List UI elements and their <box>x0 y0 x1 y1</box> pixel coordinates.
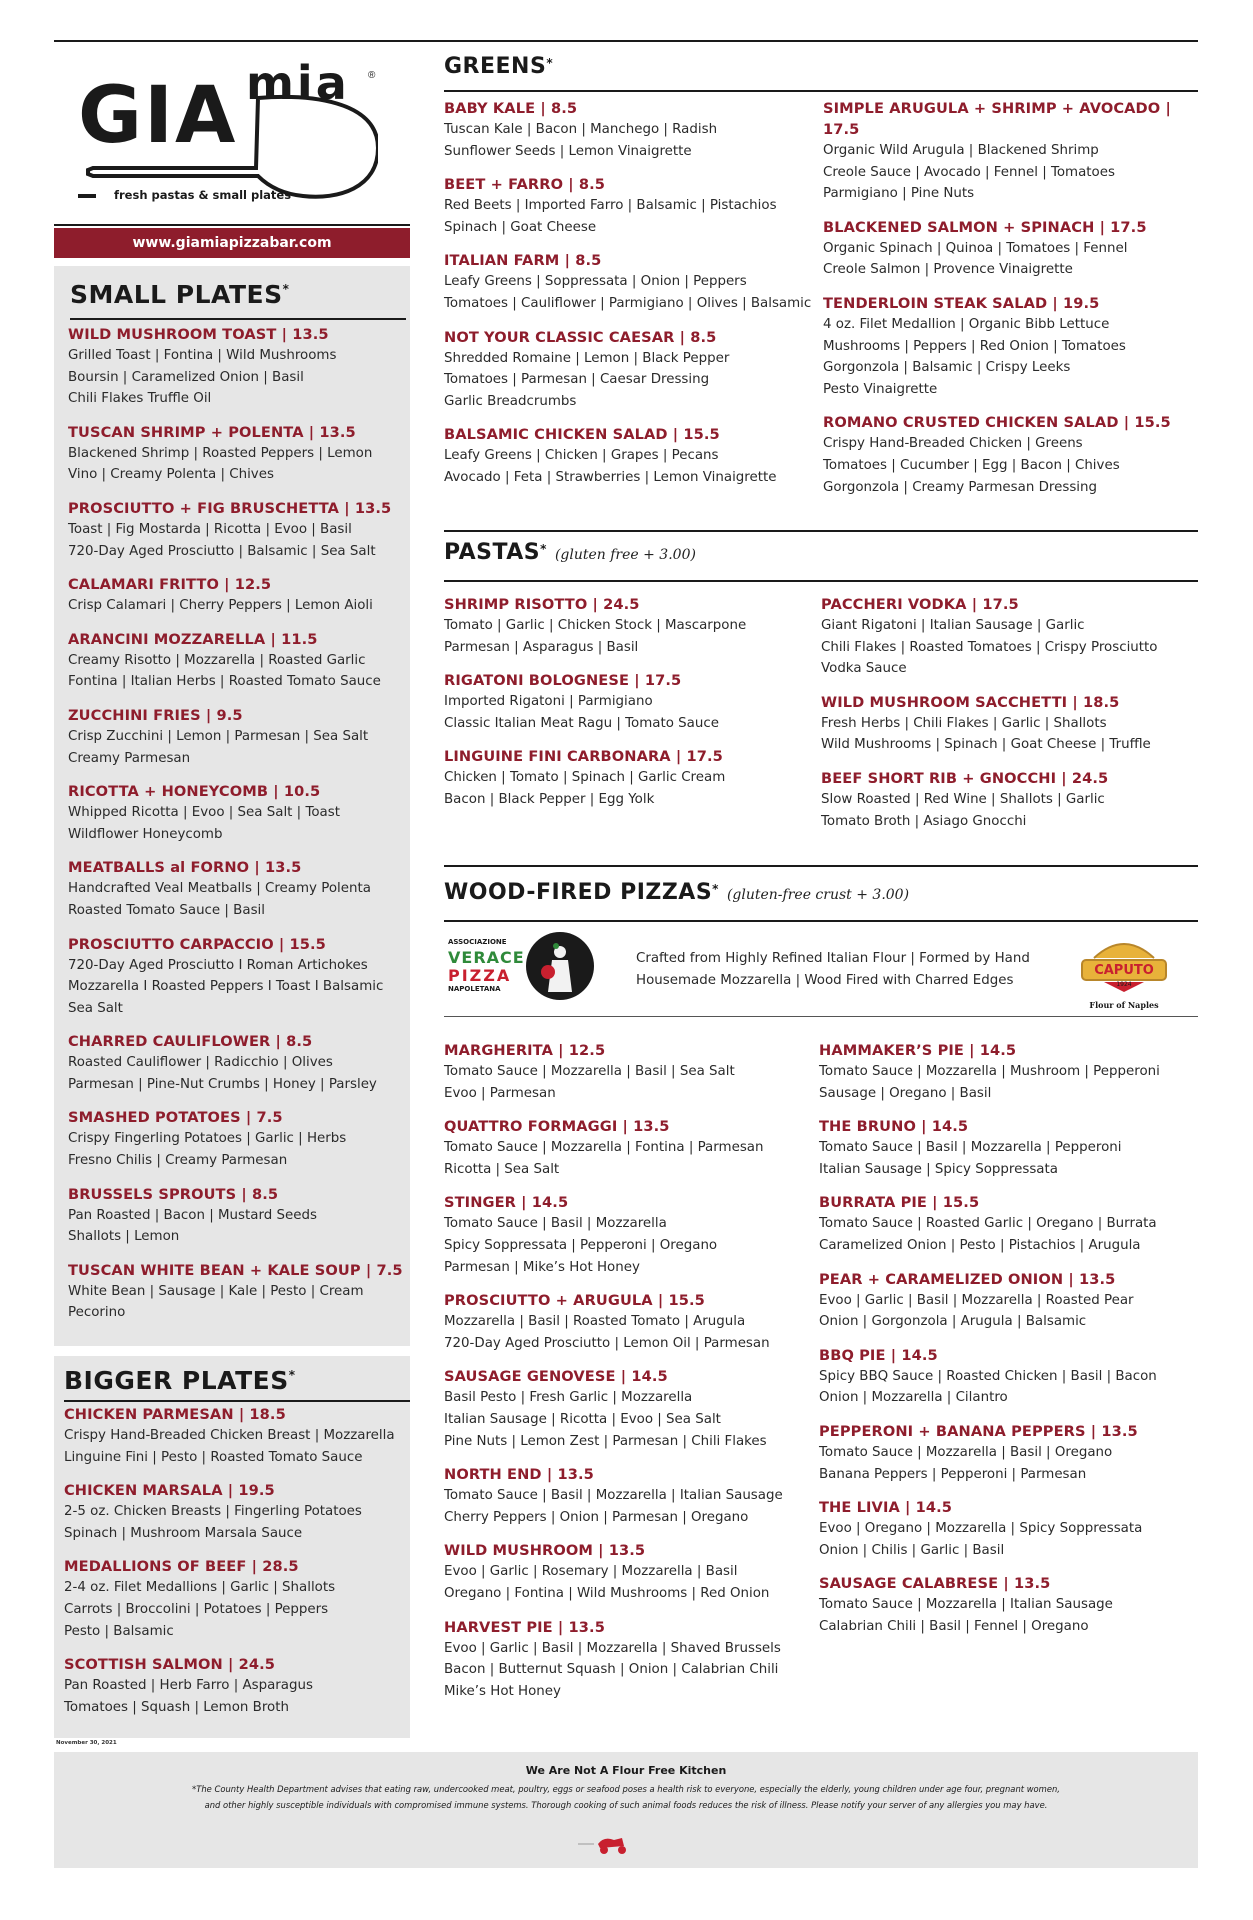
menu-item <box>444 746 824 810</box>
menu-item-description: Red Beets | Imported Farro | Balsamic | Pistachios <box>444 198 777 214</box>
menu-item-description: Crisp Calamari | Cherry Peppers | Lemon Aioli <box>68 598 373 614</box>
menu-item <box>68 705 408 769</box>
pastas-note: (gluten free + 3.00) <box>554 547 696 563</box>
menu-item-description: Sea Salt <box>68 1000 123 1016</box>
menu-item-description: Tomato Sauce | Basil | Mozzarella | Pepperoni <box>819 1140 1122 1156</box>
menu-item <box>64 1654 408 1718</box>
pizzas-left-list <box>444 1040 824 1714</box>
menu-item-description: Chili Flakes | Roasted Tomatoes | Crispy Prosciutto <box>821 639 1158 655</box>
menu-item-name: SHRIMP RISOTTO | 24.5 <box>444 596 640 613</box>
menu-item-description: Vodka Sauce <box>821 661 907 677</box>
footer-panel <box>54 1752 1198 1868</box>
menu-item-description: Italian Sausage | Ricotta | Evoo | Sea Salt <box>444 1411 721 1427</box>
menu-item <box>444 424 824 488</box>
menu-item-description: Creamy Parmesan <box>68 750 191 766</box>
menu-item-description: Pecorino <box>68 1305 126 1321</box>
menu-item-description: Whipped Ricotta | Evoo | Sea Salt | Toast <box>68 805 340 821</box>
menu-item-description: Caramelized Onion | Pesto | Pistachios | Arugula <box>819 1237 1141 1253</box>
menu-item-description: Sunflower Seeds | Lemon Vinaigrette <box>444 143 692 159</box>
pizzas-title <box>444 880 909 905</box>
pastas-rule <box>444 580 1198 582</box>
bigger-plates-asterisk: * <box>288 1368 296 1382</box>
menu-item <box>444 594 824 658</box>
menu-item-name: TENDERLOIN STEAK SALAD | 19.5 <box>823 294 1100 312</box>
menu-item-description: Onion | Gorgonzola | Arugula | Balsamic <box>819 1314 1087 1330</box>
menu-item-name: HAMMAKER’S PIE | 14.5 <box>819 1042 1017 1059</box>
menu-item-description: Shallots | Lemon <box>68 1229 180 1245</box>
vpn-line3: PIZZA <box>448 966 512 985</box>
menu-item <box>444 1116 824 1180</box>
logo-rule <box>54 224 410 226</box>
menu-item-description: Shredded Romaine | Lemon | Black Pepper <box>444 350 730 366</box>
menu-item-name: PROSCIUTTO + FIG BRUSCHETTA | 13.5 <box>68 499 392 517</box>
menu-item-description: Organic Wild Arugula | Blackened Shrimp <box>823 143 1099 158</box>
pizzas-note: (gluten-free crust + 3.00) <box>726 887 910 903</box>
pizza-intro <box>636 948 1056 991</box>
menu-item-description: Calabrian Chili | Basil | Fennel | Oregano <box>819 1618 1089 1634</box>
caputo-name: CAPUTO <box>1094 963 1154 978</box>
menu-item-description: Tomato Sauce | Mozzarella | Italian Sausage <box>819 1597 1113 1613</box>
menu-item <box>68 1031 408 1095</box>
menu-item <box>68 781 408 845</box>
menu-item-name: SAUSAGE CALABRESE | 13.5 <box>819 1575 1051 1593</box>
pizzas-intro-rule <box>444 1016 1198 1017</box>
menu-item <box>68 934 408 1020</box>
menu-item-name: CHICKEN MARSALA | 19.5 <box>64 1482 275 1500</box>
small-plates-rule <box>70 318 406 320</box>
menu-item <box>821 594 1201 680</box>
logo-gia: GIA <box>78 71 238 161</box>
bigger-plates-rule <box>64 1400 410 1402</box>
menu-item-name: THE BRUNO | 14.5 <box>819 1118 969 1136</box>
pizzas-right-list <box>819 1040 1199 1650</box>
menu-item-description: Chili Flakes Truffle Oil <box>68 391 212 407</box>
menu-item-description: 720-Day Aged Prosciutto I Roman Artichokes <box>68 957 368 973</box>
caputo-tag: Flour of Naples <box>1089 1000 1159 1010</box>
menu-item-description: Tomatoes | Cucumber | Egg | Bacon | Chives <box>823 457 1120 473</box>
menu-item <box>821 692 1201 756</box>
menu-item <box>444 670 824 734</box>
menu-item <box>68 324 408 410</box>
menu-item-name: TUSCAN WHITE BEAN + KALE SOUP | 7.5 <box>68 1261 403 1279</box>
pizzas-rule <box>444 920 1198 922</box>
pizzas-title-text: WOOD-FIRED PIZZAS <box>444 880 713 905</box>
pastas-title-text: PASTAS <box>444 540 541 565</box>
menu-item <box>819 1116 1199 1180</box>
menu-item-description: White Bean | Sausage | Kale | Pesto | Cream <box>68 1283 364 1299</box>
menu-item <box>444 1366 824 1452</box>
menu-item-description: Banana Peppers | Pepperoni | Parmesan <box>819 1466 1087 1482</box>
bigger-plates-panel <box>54 1356 410 1738</box>
menu-item <box>444 1040 824 1104</box>
scooter-icon <box>574 1830 634 1856</box>
menu-item <box>64 1556 408 1642</box>
menu-item-name: SAUSAGE GENOVESE | 14.5 <box>444 1368 668 1386</box>
menu-item-description: Tomato Broth | Asiago Gnocchi <box>821 813 1027 829</box>
menu-item <box>64 1480 408 1544</box>
menu-item-description: Gorgonzola | Balsamic | Crispy Leeks <box>823 360 1071 376</box>
vpn-line2: VERACE <box>448 948 525 967</box>
greens-rule <box>444 90 1198 92</box>
menu-item <box>823 293 1203 400</box>
menu-item-description: Spinach | Mushroom Marsala Sauce <box>64 1525 303 1541</box>
menu-item-description: Oregano | Fontina | Wild Mushrooms | Red Onion <box>444 1585 770 1601</box>
pizzas-asterisk: * <box>712 882 719 896</box>
menu-item-name: CHARRED CAULIFLOWER | 8.5 <box>68 1033 313 1051</box>
menu-item-name: BEEF SHORT RIB + GNOCCHI | 24.5 <box>821 769 1109 787</box>
footer-line2: and other highly susceptible individuals with compromised immune systems. Thorough cooking of such animal foods reduces the risk of illness. Please notify your server of any allergies you may have. <box>204 1800 1048 1810</box>
small-plates-asterisk: * <box>282 282 290 296</box>
menu-item-name: MARGHERITA | 12.5 <box>444 1042 606 1059</box>
menu-item-description: Creamy Risotto | Mozzarella | Roasted Garlic <box>68 652 366 668</box>
menu-item-description: Crispy Fingerling Potatoes | Garlic | Herbs <box>68 1131 347 1147</box>
menu-item-description: Mozzarella I Roasted Peppers I Toast I Balsamic <box>68 979 384 995</box>
menu-item-description: Crisp Zucchini | Lemon | Parmesan | Sea Salt <box>68 728 369 744</box>
menu-item-description: Gorgonzola | Creamy Parmesan Dressing <box>823 479 1097 495</box>
menu-item-description: Parmesan | Mike’s Hot Honey <box>444 1259 640 1275</box>
footer-line1: *The County Health Department advises that eating raw, undercooked meat, poultry, eggs or seafood poses a health risk to everyone, especially the elderly, young children under age four, pregnant women, <box>192 1784 1060 1794</box>
menu-item-description: Organic Spinach | Quinoa | Tomatoes | Fennel <box>823 240 1128 256</box>
menu-item-description: Tomato | Garlic | Chicken Stock | Mascarpone <box>444 618 747 633</box>
pizzas-top-rule <box>444 865 1198 867</box>
menu-item-name: NOT YOUR CLASSIC CAESAR | 8.5 <box>444 328 717 346</box>
menu-item-description: Cherry Peppers | Onion | Parmesan | Oregano <box>444 1509 749 1525</box>
menu-item-description: Tuscan Kale | Bacon | Manchego | Radish <box>444 122 718 137</box>
menu-item-description: Avocado | Feta | Strawberries | Lemon Vinaigrette <box>444 469 777 485</box>
menu-item-description: Fresno Chilis | Creamy Parmesan <box>68 1153 288 1169</box>
menu-item <box>444 250 824 314</box>
menu-item-description: 4 oz. Filet Medallion | Organic Bibb Lettuce <box>823 316 1110 332</box>
menu-item-description: Creole Sauce | Avocado | Fennel | Tomatoes <box>823 164 1115 180</box>
menu-item-description: Basil Pesto | Fresh Garlic | Mozzarella <box>444 1390 693 1406</box>
menu-item-description: Parmesan | Asparagus | Basil <box>444 639 639 655</box>
menu-item <box>68 1107 408 1171</box>
menu-item <box>444 98 824 162</box>
menu-item <box>823 217 1203 281</box>
menu-item-description: Parmigiano | Pine Nuts <box>823 186 975 202</box>
menu-item-name: BBQ PIE | 14.5 <box>819 1346 938 1364</box>
menu-item-description: Bacon | Black Pepper | Egg Yolk <box>444 791 655 807</box>
menu-item-description: Wild Mushrooms | Spinach | Goat Cheese | Truffle <box>821 737 1151 753</box>
menu-item-description: Italian Sausage | Spicy Soppressata <box>819 1161 1058 1177</box>
menu-item-description: Tomato Sauce | Roasted Garlic | Oregano | Burrata <box>819 1216 1157 1232</box>
menu-item <box>68 1260 408 1324</box>
menu-item-name: SIMPLE ARUGULA + SHRIMP + AVOCADO | 17.5 <box>823 100 1171 138</box>
print-date: November 30, 2021 <box>56 1740 117 1746</box>
menu-item-name: WILD MUSHROOM | 13.5 <box>444 1542 646 1560</box>
menu-item <box>444 1192 824 1278</box>
pastas-title <box>444 540 696 565</box>
caputo-logo <box>1074 930 1174 1014</box>
menu-item-description: 720-Day Aged Prosciutto | Lemon Oil | Parmesan <box>444 1335 770 1351</box>
menu-item-name: SCOTTISH SALMON | 24.5 <box>64 1656 276 1674</box>
menu-item-name: ZUCCHINI FRIES | 9.5 <box>68 706 243 724</box>
menu-item <box>823 98 1203 205</box>
menu-item-description: Pesto Vinaigrette <box>823 381 938 397</box>
menu-item-name: RICOTTA + HONEYCOMB | 10.5 <box>68 783 321 801</box>
menu-item-name: ROMANO CRUSTED CHICKEN SALAD | 15.5 <box>823 414 1171 432</box>
menu-item-description: Handcrafted Veal Meatballs | Creamy Polenta <box>68 881 371 897</box>
menu-item-name: WILD MUSHROOM SACCHETTI | 18.5 <box>821 693 1120 711</box>
menu-item-name: PEPPERONI + BANANA PEPPERS | 13.5 <box>819 1422 1138 1440</box>
menu-item-description: Mozzarella | Basil | Roasted Tomato | Arugula <box>444 1314 746 1330</box>
menu-item-description: Classic Italian Meat Ragu | Tomato Sauce <box>444 715 719 731</box>
bigger-plates-title <box>64 1366 296 1395</box>
website-url[interactable]: www.giamiapizzabar.com <box>54 228 410 258</box>
bigger-plates-title-text: BIGGER PLATES <box>64 1366 289 1395</box>
menu-item-description: Pine Nuts | Lemon Zest | Parmesan | Chili Flakes <box>444 1433 767 1449</box>
menu-item-description: 720-Day Aged Prosciutto | Balsamic | Sea Salt <box>68 543 376 559</box>
menu-item <box>64 1404 408 1468</box>
menu-item-description: Wildflower Honeycomb <box>68 826 223 842</box>
menu-item-description: Blackened Shrimp | Roasted Peppers | Lemon <box>68 445 373 461</box>
menu-item-description: Spicy Soppressata | Pepperoni | Oregano <box>444 1237 718 1253</box>
greens-right-list <box>823 98 1203 510</box>
menu-item <box>68 574 408 617</box>
menu-item-description: Chicken | Tomato | Spinach | Garlic Cream <box>444 770 726 786</box>
menu-item-description: Evoo | Oregano | Mozzarella | Spicy Soppressata <box>819 1521 1143 1537</box>
menu-item-name: RIGATONI BOLOGNESE | 17.5 <box>444 672 682 690</box>
menu-item-description: Tomato Sauce | Mozzarella | Basil | Sea Salt <box>444 1064 735 1079</box>
greens-asterisk: * <box>546 56 554 70</box>
menu-item-description: Evoo | Garlic | Basil | Mozzarella | Shaved Brussels <box>444 1640 781 1656</box>
menu-item-description: Leafy Greens | Soppressata | Onion | Peppers <box>444 274 747 290</box>
menu-item-description: Toast | Fig Mostarda | Ricotta | Evoo | Basil <box>68 521 352 537</box>
menu-item-description: Ricotta | Sea Salt <box>444 1161 560 1177</box>
menu-item-description: Garlic Breadcrumbs <box>444 393 577 409</box>
menu-item-description: Leafy Greens | Chicken | Grapes | Pecans <box>444 448 719 464</box>
menu-item-description: Tomatoes | Cauliflower | Parmigiano | Olives | Balsamic <box>444 295 812 311</box>
menu-item-name: PEAR + CARAMELIZED ONION | 13.5 <box>819 1270 1116 1288</box>
menu-item-description: Linguine Fini | Pesto | Roasted Tomato Sauce <box>64 1449 363 1465</box>
logo-tagline: fresh pastas & small plates <box>114 188 292 202</box>
greens-title-text: GREENS <box>444 54 547 79</box>
bigger-plates-list <box>64 1404 408 1730</box>
menu-item-name: BLACKENED SALMON + SPINACH | 17.5 <box>823 218 1147 236</box>
menu-item-name: STINGER | 14.5 <box>444 1194 569 1212</box>
menu-item-description: Pan Roasted | Herb Farro | Asparagus <box>64 1678 313 1694</box>
menu-item <box>444 1464 824 1528</box>
small-plates-title-text: SMALL PLATES <box>70 280 283 309</box>
menu-item-description: Evoo | Parmesan <box>444 1085 556 1101</box>
menu-item-description: Imported Rigatoni | Parmigiano <box>444 694 653 710</box>
menu-item-description: Tomato Sauce | Basil | Mozzarella <box>444 1216 667 1232</box>
menu-item-name: LINGUINE FINI CARBONARA | 17.5 <box>444 748 723 766</box>
menu-item-name: WILD MUSHROOM TOAST | 13.5 <box>68 326 329 343</box>
menu-item-description: Tomato Sauce | Mozzarella | Basil | Oregano <box>819 1444 1113 1460</box>
menu-item-name: TUSCAN SHRIMP + POLENTA | 13.5 <box>68 423 356 441</box>
small-plates-panel <box>54 266 410 1346</box>
menu-item-name: NORTH END | 13.5 <box>444 1466 594 1484</box>
menu-item-description: Roasted Tomato Sauce | Basil <box>68 902 265 918</box>
menu-item <box>68 857 408 921</box>
top-rule <box>54 40 1198 42</box>
footer-heading: We Are Not A Flour Free Kitchen <box>525 1764 727 1777</box>
menu-item <box>819 1345 1199 1409</box>
menu-item-description: Onion | Mozzarella | Cilantro <box>819 1390 1008 1406</box>
menu-item-description: 2-5 oz. Chicken Breasts | Fingerling Potatoes <box>64 1504 362 1520</box>
menu-item-description: Onion | Chilis | Garlic | Basil <box>819 1542 1005 1558</box>
menu-item-description: Boursin | Caramelized Onion | Basil <box>68 369 304 385</box>
menu-item-description: Bacon | Butternut Squash | Onion | Calabrian Chili <box>444 1662 779 1678</box>
menu-item-name: THE LIVIA | 14.5 <box>819 1499 953 1517</box>
pulcinella-icon <box>524 930 596 1002</box>
pastas-left-list <box>444 594 824 823</box>
menu-item <box>68 498 408 562</box>
menu-item-description: Parmesan | Pine-Nut Crumbs | Honey | Parsley <box>68 1076 377 1092</box>
menu-item-description: Sausage | Oregano | Basil <box>819 1085 992 1101</box>
menu-item-description: Roasted Cauliflower | Radicchio | Olives <box>68 1055 333 1071</box>
pastas-asterisk: * <box>540 542 547 556</box>
menu-item <box>444 1290 824 1354</box>
menu-item-name: BABY KALE | 8.5 <box>444 100 578 117</box>
menu-item-description: Pesto | Balsamic <box>64 1623 174 1639</box>
menu-item-name: BRUSSELS SPROUTS | 8.5 <box>68 1185 279 1203</box>
menu-item-name: BEET + FARRO | 8.5 <box>444 176 606 194</box>
menu-item <box>819 1192 1199 1256</box>
menu-item-description: Spicy BBQ Sauce | Roasted Chicken | Basil | Bacon <box>819 1368 1157 1384</box>
menu-item-name: CALAMARI FRITTO | 12.5 <box>68 576 272 594</box>
menu-item-description: Tomato Sauce | Mozzarella | Mushroom | Pepperoni <box>819 1064 1160 1079</box>
pizza-intro-line1: Crafted from Highly Refined Italian Flour | Formed by Hand <box>636 951 1030 966</box>
menu-item-description: Evoo | Garlic | Basil | Mozzarella | Roasted Pear <box>819 1292 1134 1308</box>
small-plates-title <box>70 280 289 309</box>
menu-item-name: MEDALLIONS OF BEEF | 28.5 <box>64 1558 299 1576</box>
small-plates-list <box>68 324 408 1336</box>
menu-item <box>821 768 1201 832</box>
menu-item-name: ARANCINI MOZZARELLA | 11.5 <box>68 630 318 648</box>
menu-item-description: Tomatoes | Parmesan | Caesar Dressing <box>444 372 710 388</box>
menu-item-description: Carrots | Broccolini | Potatoes | Peppers <box>64 1601 329 1617</box>
greens-title <box>444 54 553 79</box>
menu-item <box>444 1617 824 1703</box>
vpn-line4: NAPOLETANA <box>448 985 501 993</box>
menu-item-name: BALSAMIC CHICKEN SALAD | 15.5 <box>444 426 720 444</box>
menu-item-description: Tomato Sauce | Mozzarella | Fontina | Parmesan <box>444 1140 764 1156</box>
logo-mia: mia <box>246 56 350 110</box>
menu-item-description: Crispy Hand-Breaded Chicken | Greens <box>823 436 1083 452</box>
menu-item-description: Fontina | Italian Herbs | Roasted Tomato Sauce <box>68 674 381 690</box>
menu-item-name: HARVEST PIE | 13.5 <box>444 1618 605 1636</box>
menu-item <box>444 327 824 413</box>
menu-item <box>823 412 1203 498</box>
menu-item-description: Spinach | Goat Cheese <box>444 219 597 235</box>
caputo-year: 1924 <box>1116 981 1132 988</box>
menu-item-description: Tomatoes | Squash | Lemon Broth <box>64 1699 289 1715</box>
menu-item-description: Crispy Hand-Breaded Chicken Breast | Mozzarella <box>64 1428 395 1443</box>
menu-item <box>819 1269 1199 1333</box>
menu-item <box>819 1040 1199 1104</box>
menu-item-name: PROSCIUTTO CARPACCIO | 15.5 <box>68 935 326 953</box>
menu-item-name: SMASHED POTATOES | 7.5 <box>68 1109 283 1127</box>
pizza-intro-line2: Housemade Mozzarella | Wood Fired with Charred Edges <box>636 972 1014 988</box>
menu-item-description: Mushrooms | Peppers | Red Onion | Tomatoes <box>823 338 1126 354</box>
menu-item <box>68 1184 408 1248</box>
menu-item-name: QUATTRO FORMAGGI | 13.5 <box>444 1118 670 1136</box>
menu-item-description: Slow Roasted | Red Wine | Shallots | Garlic <box>821 791 1105 807</box>
logo <box>78 58 378 208</box>
menu-item <box>444 1540 824 1604</box>
pastas-top-rule <box>444 530 1198 532</box>
menu-item-description: Fresh Herbs | Chili Flakes | Garlic | Shallots <box>821 715 1107 731</box>
menu-item <box>819 1421 1199 1485</box>
menu-item-description: Vino | Creamy Polenta | Chives <box>68 467 274 483</box>
menu-item <box>444 174 824 238</box>
menu-item-description: 2-4 oz. Filet Medallions | Garlic | Shallots <box>64 1580 336 1596</box>
menu-item-name: ITALIAN FARM | 8.5 <box>444 252 602 270</box>
vpn-line1: ASSOCIAZIONE <box>448 938 507 946</box>
menu-item <box>68 629 408 693</box>
logo-registered: ® <box>368 70 376 81</box>
menu-item-description: Mike’s Hot Honey <box>444 1683 561 1699</box>
menu-item <box>68 422 408 486</box>
menu-item <box>819 1573 1199 1637</box>
menu-item-description: Pan Roasted | Bacon | Mustard Seeds <box>68 1207 317 1223</box>
vpn-logo <box>444 928 600 1002</box>
menu-item-name: MEATBALLS al FORNO | 13.5 <box>68 859 302 877</box>
menu-item-name: CHICKEN PARMESAN | 18.5 <box>64 1406 286 1423</box>
pastas-right-list <box>821 594 1201 844</box>
menu-item-description: Tomato Sauce | Basil | Mozzarella | Italian Sausage <box>444 1488 783 1504</box>
menu-item-description: Grilled Toast | Fontina | Wild Mushrooms <box>68 348 337 363</box>
menu-item-name: PROSCIUTTO + ARUGULA | 15.5 <box>444 1292 705 1310</box>
menu-item-description: Creole Salmon | Provence Vinaigrette <box>823 262 1073 278</box>
menu-item-description: Evoo | Garlic | Rosemary | Mozzarella | Basil <box>444 1564 738 1580</box>
menu-item <box>819 1497 1199 1561</box>
greens-left-list <box>444 98 824 501</box>
menu-item-name: BURRATA PIE | 15.5 <box>819 1194 980 1212</box>
menu-item-name: PACCHERI VODKA | 17.5 <box>821 596 1019 613</box>
menu-item-description: Giant Rigatoni | Italian Sausage | Garlic <box>821 618 1085 633</box>
